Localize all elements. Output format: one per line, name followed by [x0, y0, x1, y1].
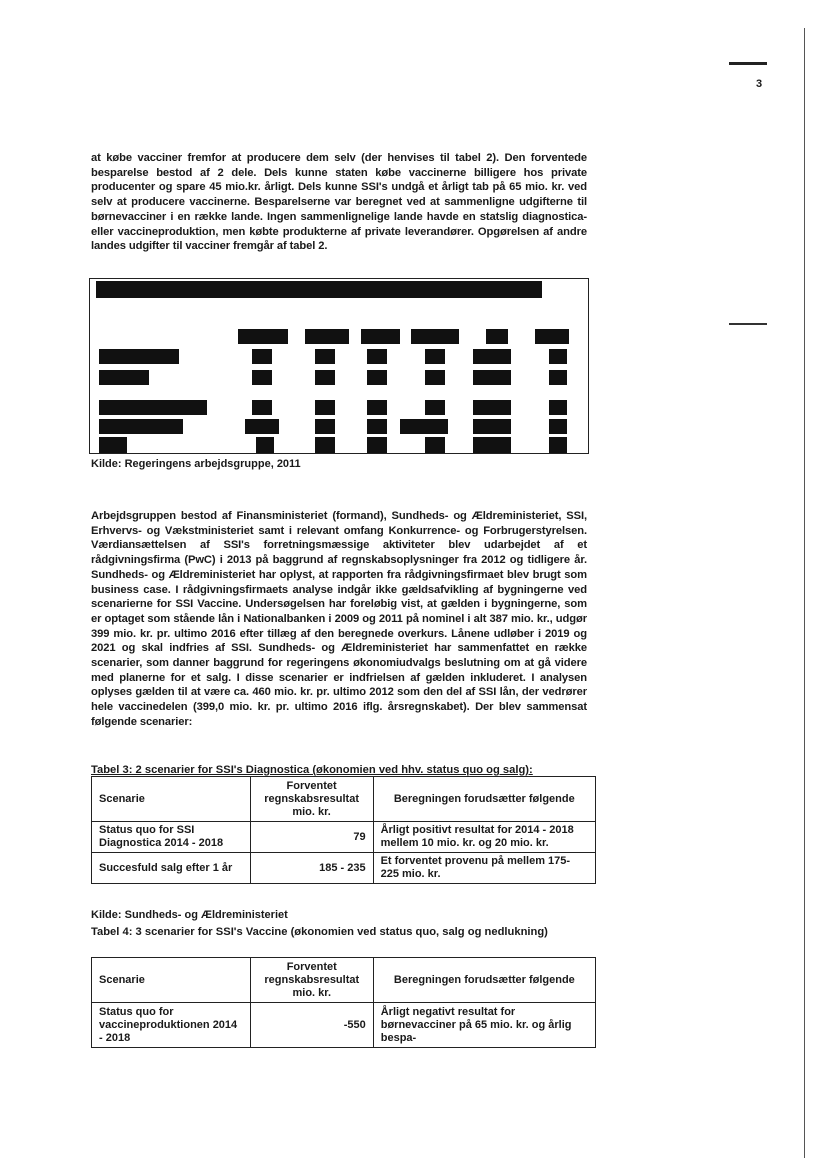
body-paragraph: Arbejdsgruppen bestod af Finansministeriet (formand), Sundheds- og Ældreministeriet, SSI, Erhvervs- og Vækstministeriet samt i relevant omfang Konkurrence- og Forbrugerstyrelsen. Værdiansættelsen af SSI's forretningsmæssige aktiviteter blev udarbejdet af et rådgivningsfirma (PwC) i 2013 på baggrund af regnskabsoplysninger fra 2012 og tidligere år. Sundheds- og Ældreministeriet har oplyst, at rapporten fra rådgivningsfirmaet blev brugt som business case. I rådgivningsfirmaets analyse indgår ikke gældsafvikling af bygningerne ved scenarierne for SSI Vaccine. Undersøgelsen har foreløbig vist, at gælden i bygningerne, som er optaget som stående lån i Nationalbanken i 2009 og 2011 på nominel i alt 387 mio. kr., udgør 399 mio. kr. pr. ultimo 2016 efter tillæg af den beregnede overkurs. Lånene udløber i 2019 og 2021 og skal indfries af SSI. Sundheds- og Ældreministeriet har sammenfattet en række scenarier, som danner baggrund for regeringens økonomiudvalgs beslutning om at gå videre med planerne for et salg. I disse scenarier er indfrielsen af gælden inkluderet. I analysen oplyses gælden til at være ca. 460 mio. kr. pr. ultimo 2012 som den del af SSI lån, der vedrører hele vaccinedelen (399,0 mio. kr. pr. ultimo 2016 iflg. årsregnskabet). Der blev sammensat følgende scenarier:	[91, 510, 587, 728]
redaction-block	[252, 370, 272, 385]
redaction-block	[411, 329, 459, 344]
redaction-block	[315, 370, 335, 385]
redaction-block	[473, 370, 511, 385]
redaction-block	[238, 329, 288, 344]
redaction-block	[549, 400, 567, 415]
redaction-block	[252, 400, 272, 415]
redaction-block	[252, 349, 272, 364]
redacted-table	[89, 278, 589, 454]
table-cell: -550	[250, 1003, 373, 1048]
page-number: 3	[756, 78, 763, 90]
redaction-block	[473, 349, 511, 364]
table-cell: Status quo for SSI Diagnostica 2014 - 2018	[92, 822, 251, 853]
column-header: Beregningen forudsætter følgende	[373, 958, 595, 1003]
right-margin-rule	[804, 28, 805, 1158]
table-row	[92, 853, 596, 884]
redaction-block	[473, 400, 511, 415]
margin-mark	[729, 62, 767, 65]
column-header: Scenarie	[92, 777, 251, 822]
table-header-row	[92, 958, 596, 1003]
margin-mark	[729, 323, 767, 325]
table-cell: Årligt negativt resultat for børnevacciner på 65 mio. kr. og årlig bespa-	[373, 1003, 595, 1048]
redaction-block	[99, 419, 183, 434]
redaction-block	[400, 419, 448, 434]
redaction-block	[549, 437, 567, 453]
redaction-block	[315, 349, 335, 364]
table-caption: Tabel 4: 3 scenarier for SSI's Vaccine (økonomien ved status quo, salg og nedlukning)	[91, 926, 548, 938]
redaction-block	[256, 437, 274, 453]
redaction-block	[425, 400, 445, 415]
redaction-block	[99, 370, 149, 385]
redaction-block	[486, 329, 508, 344]
table-cell: 185 - 235	[250, 853, 373, 884]
table-cell: Et forventet provenu på mellem 175-225 mio. kr.	[373, 853, 595, 884]
redaction-block	[96, 281, 542, 298]
redaction-block	[367, 400, 387, 415]
body-paragraph: at købe vacciner fremfor at producere dem selv (der henvises til tabel 2). Den forventede besparelse bestod af 2 dele. Dels kunne staten købe vaccinerne billigere hos private producenter og spare 45 mio.kr. årligt. Dels kunne SSI's undgå et årligt tab på 65 mio. kr. ved selv at producere vaccinerne. Besparelserne var beregnet ved at sammenligne udgifterne til børnevacciner i en række lande. Ingen sammenlignelige lande havde en statslig diagnostica- eller vaccineproduktion, men købte produkterne af private leverandører. Opgørelsen af andre landes udgifter til vacciner fremgår af tabel 2.	[91, 152, 587, 253]
redaction-block	[99, 400, 207, 415]
table-caption: Tabel 3: 2 scenarier for SSI's Diagnostica (økonomien ved hhv. status quo og salg):	[91, 764, 533, 776]
table-cell: Årligt positivt resultat for 2014 - 2018 mellem 10 mio. kr. og 20 mio. kr.	[373, 822, 595, 853]
scenario-table-diagnostica	[91, 776, 596, 884]
redaction-block	[549, 349, 567, 364]
redaction-block	[361, 329, 400, 344]
table-source: Kilde: Sundheds- og Ældreministeriet	[91, 909, 288, 921]
table-cell: Succesfuld salg efter 1 år	[92, 853, 251, 884]
redaction-block	[315, 419, 335, 434]
redaction-block	[367, 349, 387, 364]
redaction-block	[245, 419, 279, 434]
redaction-block	[473, 419, 511, 434]
table-row	[92, 1003, 596, 1048]
redaction-block	[425, 370, 445, 385]
column-header: Forventet regnskabsresultat mio. kr.	[250, 958, 373, 1003]
redaction-block	[425, 437, 445, 453]
redaction-block	[367, 370, 387, 385]
column-header: Scenarie	[92, 958, 251, 1003]
table-source: Kilde: Regeringens arbejdsgruppe, 2011	[91, 458, 301, 470]
redaction-block	[315, 437, 335, 453]
table-cell: 79	[250, 822, 373, 853]
redaction-block	[473, 437, 511, 453]
column-header: Beregningen forudsætter følgende	[373, 777, 595, 822]
table-cell: Status quo for vaccineproduktionen 2014 - 2018	[92, 1003, 251, 1048]
redaction-block	[315, 400, 335, 415]
redaction-block	[549, 419, 567, 434]
redaction-block	[367, 419, 387, 434]
redaction-block	[549, 370, 567, 385]
redaction-block	[99, 437, 127, 453]
redaction-block	[367, 437, 387, 453]
scenario-table-vaccine	[91, 957, 596, 1048]
table-header-row	[92, 777, 596, 822]
redaction-block	[305, 329, 349, 344]
column-header: Forventet regnskabsresultat mio. kr.	[250, 777, 373, 822]
redaction-block	[425, 349, 445, 364]
redaction-block	[535, 329, 569, 344]
redaction-block	[99, 349, 179, 364]
table-row	[92, 822, 596, 853]
